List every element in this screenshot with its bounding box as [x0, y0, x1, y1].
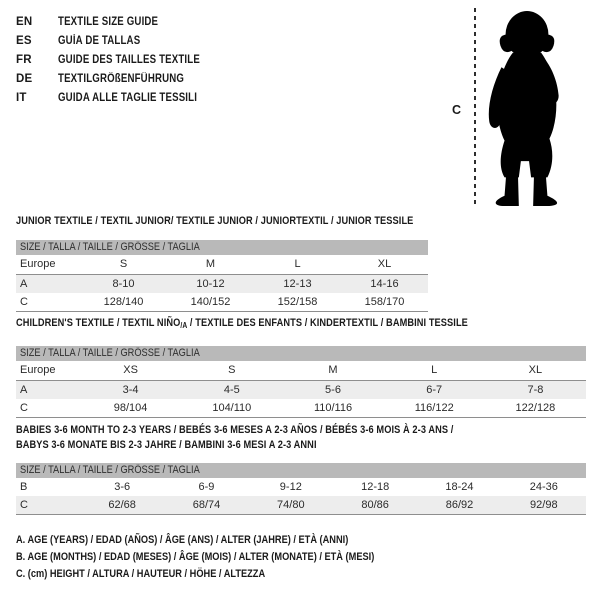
height-measure-dashed-line	[474, 8, 476, 206]
row-label: Europe	[20, 364, 56, 376]
row-label: A	[20, 278, 28, 290]
table-cell: 86/92	[445, 499, 474, 511]
language-row	[16, 51, 227, 70]
row-label: C	[20, 296, 28, 308]
table-cell: 152/158	[277, 296, 318, 308]
row-label: A	[20, 384, 28, 396]
size-table-header: SIZE / TALLA / TAILLE / GRÖSSE / TAGLIA	[16, 346, 586, 361]
table-row	[16, 399, 586, 417]
table-cell: 6-9	[198, 481, 215, 493]
table-cell: XL	[528, 364, 543, 376]
language-row	[16, 32, 227, 51]
table-cell: 8-10	[112, 278, 135, 290]
table-row	[16, 255, 428, 275]
language-code: FR	[16, 54, 32, 66]
table-cell: S	[228, 364, 236, 376]
table-cell: 92/98	[530, 499, 558, 511]
size-table	[16, 240, 428, 312]
table-row	[16, 293, 428, 311]
table-row	[16, 496, 586, 514]
legend-line: A. AGE (YEARS) / EDAD (AÑOS) / ÂGE (ANS) / ALTER (JAHRE) / ETÀ (ANNI)	[16, 534, 349, 546]
language-code: EN	[16, 16, 33, 28]
table-cell: 18-24	[445, 481, 474, 493]
table-row	[16, 361, 586, 381]
language-code: IT	[16, 92, 27, 104]
size-table-header: SIZE / TALLA / TAILLE / GRÖSSE / TAGLIA	[16, 240, 428, 255]
table-cell: 74/80	[277, 499, 305, 511]
table-cell: 3-6	[114, 481, 131, 493]
section-title: JUNIOR TEXTILE / TEXTIL JUNIOR/ TEXTILE JUNIOR / JUNIORTEXTIL / JUNIOR TESSILE	[16, 215, 414, 227]
language-label: GUIDA ALLE TAGLIE TESSILI	[58, 92, 198, 104]
table-row	[16, 275, 428, 293]
legend	[16, 532, 443, 583]
height-measure-label: C	[452, 103, 462, 117]
row-label: C	[20, 499, 28, 511]
row-label: Europe	[20, 258, 56, 270]
table-cell: 122/128	[515, 402, 556, 414]
table-cell: 128/140	[103, 296, 144, 308]
toddler-silhouette-icon	[482, 8, 572, 206]
table-row	[16, 381, 586, 399]
table-cell: 3-4	[122, 384, 139, 396]
table-cell: 98/104	[113, 402, 148, 414]
table-cell: 110/116	[313, 402, 353, 414]
row-label: C	[20, 402, 28, 414]
table-cell: 5-6	[325, 384, 341, 396]
table-cell: 6-7	[426, 384, 443, 396]
table-cell: L	[431, 364, 438, 376]
legend-line: B. AGE (MONTHS) / EDAD (MESES) / ÂGE (MOIS) / ALTER (MONATE) / ETÀ (MESI)	[16, 551, 375, 563]
table-cell: 62/68	[108, 499, 136, 511]
table-cell: L	[294, 258, 301, 270]
table-cell: 158/170	[364, 296, 405, 308]
table-cell: 116/122	[414, 402, 454, 414]
language-code: ES	[16, 35, 32, 47]
table-cell: M	[205, 258, 216, 270]
language-list	[16, 13, 227, 108]
table-cell: 24-36	[529, 481, 558, 493]
language-label: GUIDE DES TAILLES TEXTILE	[58, 54, 200, 66]
table-cell: 10-12	[196, 278, 225, 290]
language-row	[16, 70, 227, 89]
section-title: BABIES 3-6 MONTH TO 2-3 YEARS / BEBÉS 3-6 MESES A 2-3 AÑOS / BÉBÉS 3-6 MOIS À 2-3 ANS / BABYS 3-6 MONATE BIS 2-3 JAHRE / BAMBINI 3-6 MESI A 2-3 ANNI	[16, 424, 454, 451]
language-label: TEXTILE SIZE GUIDE	[58, 16, 159, 28]
language-label: TEXTILGRÖßENFÜHRUNG	[58, 73, 185, 85]
table-cell: 12-18	[361, 481, 390, 493]
table-cell: 12-13	[283, 278, 312, 290]
size-table-header: SIZE / TALLA / TAILLE / GRÖSSE / TAGLIA	[16, 463, 586, 478]
size-table	[16, 463, 586, 515]
section-title: CHILDREN'S TEXTILE / TEXTIL $NIÑO_{/A}$ / TEXTILE DES ENFANTS / KINDERTEXTIL / BAMBINI TESSILE	[16, 317, 468, 330]
table-cell: XL	[377, 258, 392, 270]
table-cell: 4-5	[223, 384, 240, 396]
language-row	[16, 89, 227, 108]
language-code: DE	[16, 73, 33, 85]
table-cell: 14-16	[370, 278, 399, 290]
table-cell: 140/152	[190, 296, 231, 308]
table-cell: 9-12	[279, 481, 302, 493]
table-row	[16, 478, 586, 496]
table-cell: M	[328, 364, 338, 376]
table-cell: 7-8	[527, 384, 544, 396]
section-junior	[16, 214, 586, 312]
language-row	[16, 13, 227, 32]
height-measure-figure	[440, 0, 590, 215]
table-cell: S	[119, 258, 128, 270]
language-label: GUÍA DE TALLAS	[58, 35, 141, 47]
table-cell: XS	[123, 364, 138, 376]
size-table	[16, 346, 586, 418]
table-cell: 104/110	[212, 402, 252, 414]
legend-line: C. (cm) HEIGHT / ALTURA / HAUTEUR / HÖHE / ALTEZZA	[16, 568, 266, 580]
table-cell: 68/74	[192, 499, 221, 511]
row-label: B	[20, 481, 28, 493]
section-babies	[16, 423, 586, 515]
table-cell: 80/86	[361, 499, 389, 511]
section-children	[16, 316, 586, 418]
